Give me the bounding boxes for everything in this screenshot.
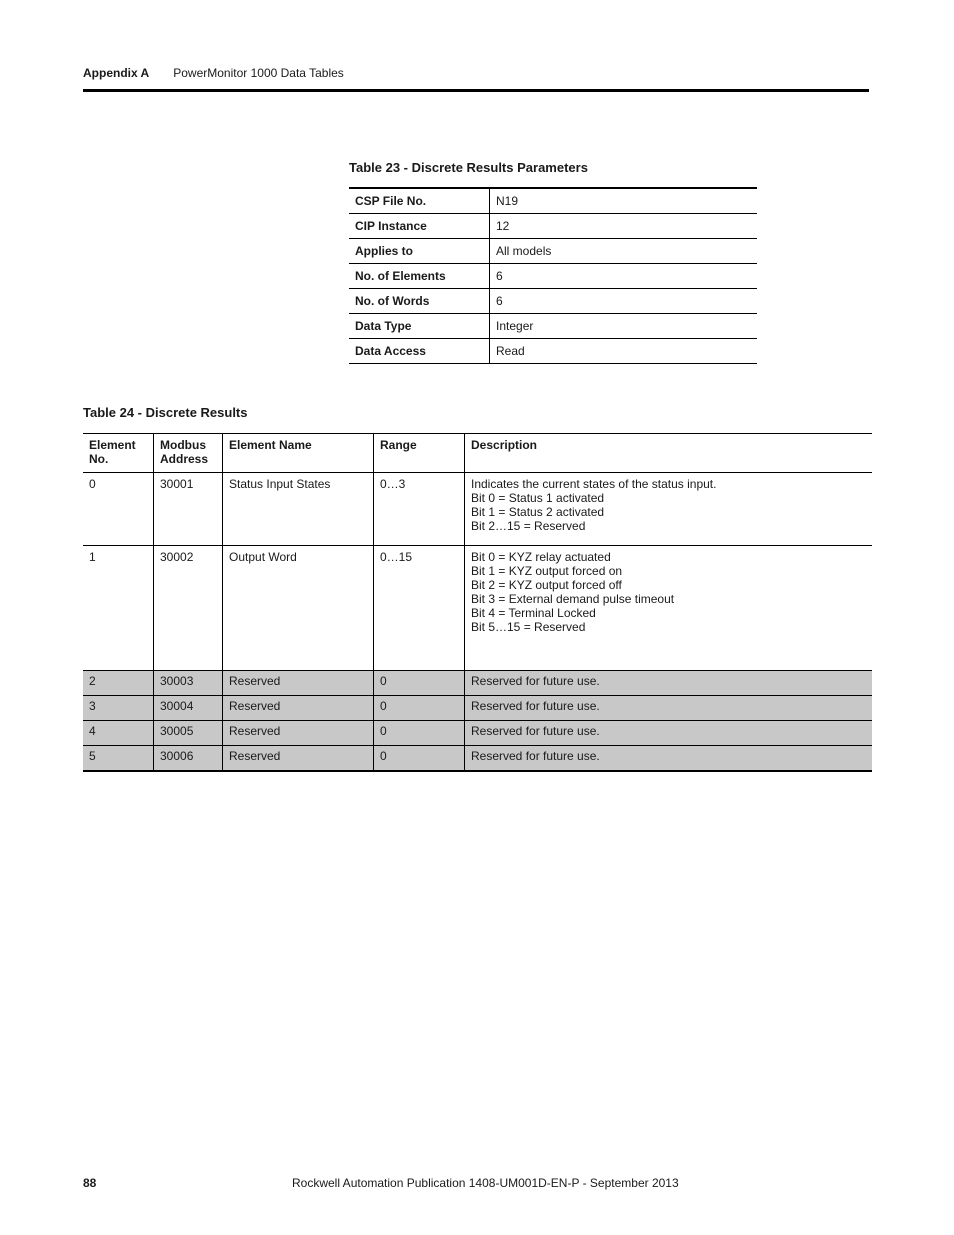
table-row <box>349 289 757 314</box>
address-cell: 30006 <box>154 746 223 772</box>
parameters-table <box>349 187 757 364</box>
column-header-element-no: Element No. <box>83 434 154 473</box>
element-no-cell: 0 <box>83 473 154 546</box>
column-header-element-name: Element Name <box>223 434 374 473</box>
param-value: N19 <box>496 194 519 208</box>
element-name-cell: Reserved <box>223 696 374 721</box>
element-name-cell: Status Input States <box>223 473 374 546</box>
element-name-cell: Reserved <box>223 671 374 696</box>
address-cell: 30003 <box>154 671 223 696</box>
address-cell: 30002 <box>154 546 223 671</box>
range-cell: 0 <box>374 671 465 696</box>
param-value: 6 <box>490 289 758 314</box>
description-cell: Reserved for future use. <box>465 721 873 746</box>
publication-info: Rockwell Automation Publication 1408-UM001D-EN-P - September 2013 <box>292 1176 679 1190</box>
table-row <box>83 473 872 546</box>
description-cell: Reserved for future use. <box>465 696 873 721</box>
table-row <box>349 214 757 239</box>
element-no-cell: 2 <box>83 671 154 696</box>
param-key: No. of Words <box>349 289 490 314</box>
param-key: Data Access <box>349 339 490 364</box>
range-cell: 0…15 <box>374 546 465 671</box>
table-row <box>349 339 757 364</box>
element-no-cell: 3 <box>83 696 154 721</box>
param-key: Data Type <box>349 314 490 339</box>
column-header-range: Range <box>374 434 465 473</box>
description-cell: Indicates the current states of the status input. Bit 0 = Status 1 activated Bit 1 = Status 2 activated Bit 2…15 = Reserved <box>465 473 873 546</box>
param-key: CSP File No. <box>349 188 490 214</box>
page-number: 88 <box>83 1176 97 1190</box>
table-24-caption: Table 24 - Discrete Results <box>83 405 248 420</box>
table-row <box>83 721 872 746</box>
table-header-row <box>83 434 872 473</box>
table-row <box>83 671 872 696</box>
table-row <box>83 746 872 772</box>
element-name-cell: Reserved <box>223 746 374 772</box>
element-no-cell: 4 <box>83 721 154 746</box>
element-no-cell: 1 <box>83 546 154 671</box>
range-cell: 0 <box>374 696 465 721</box>
param-key: CIP Instance <box>349 214 490 239</box>
param-key: Applies to <box>349 239 490 264</box>
column-header-modbus-address: Modbus Address <box>154 434 223 473</box>
table-row <box>83 546 872 671</box>
param-key: No. of Elements <box>349 264 490 289</box>
discrete-results-table <box>83 433 872 772</box>
table-row <box>349 188 757 214</box>
table-row <box>349 239 757 264</box>
address-cell: 30001 <box>154 473 223 546</box>
param-value: All models <box>490 239 758 264</box>
description-cell: Reserved for future use. <box>465 671 873 696</box>
address-cell: 30005 <box>154 721 223 746</box>
range-cell: 0 <box>374 746 465 772</box>
param-value: Read <box>490 339 758 364</box>
address-cell: 30004 <box>154 696 223 721</box>
table-row <box>83 696 872 721</box>
header-rule <box>83 89 869 92</box>
range-cell: 0…3 <box>374 473 465 546</box>
running-header <box>83 66 344 80</box>
appendix-label: Appendix A <box>83 66 150 80</box>
column-header-description: Description <box>465 434 873 473</box>
table-row <box>349 264 757 289</box>
element-name-cell: Reserved <box>223 721 374 746</box>
param-value: 6 <box>490 264 758 289</box>
description-cell: Bit 0 = KYZ relay actuated Bit 1 = KYZ output forced on Bit 2 = KYZ output forced off Bit 3 = External demand pulse timeout Bit 4 = Terminal Locked Bit 5…15 = Reserved <box>465 546 873 671</box>
range-cell: 0 <box>374 721 465 746</box>
description-cell: Reserved for future use. <box>465 746 873 772</box>
table-row <box>349 314 757 339</box>
table-23-caption: Table 23 - Discrete Results Parameters <box>349 160 588 175</box>
param-value: Integer <box>490 314 758 339</box>
element-name-cell: Output Word <box>223 546 374 671</box>
element-no-cell: 5 <box>83 746 154 772</box>
header-title: PowerMonitor 1000 Data Tables <box>173 66 344 80</box>
param-value: 12 <box>490 214 758 239</box>
